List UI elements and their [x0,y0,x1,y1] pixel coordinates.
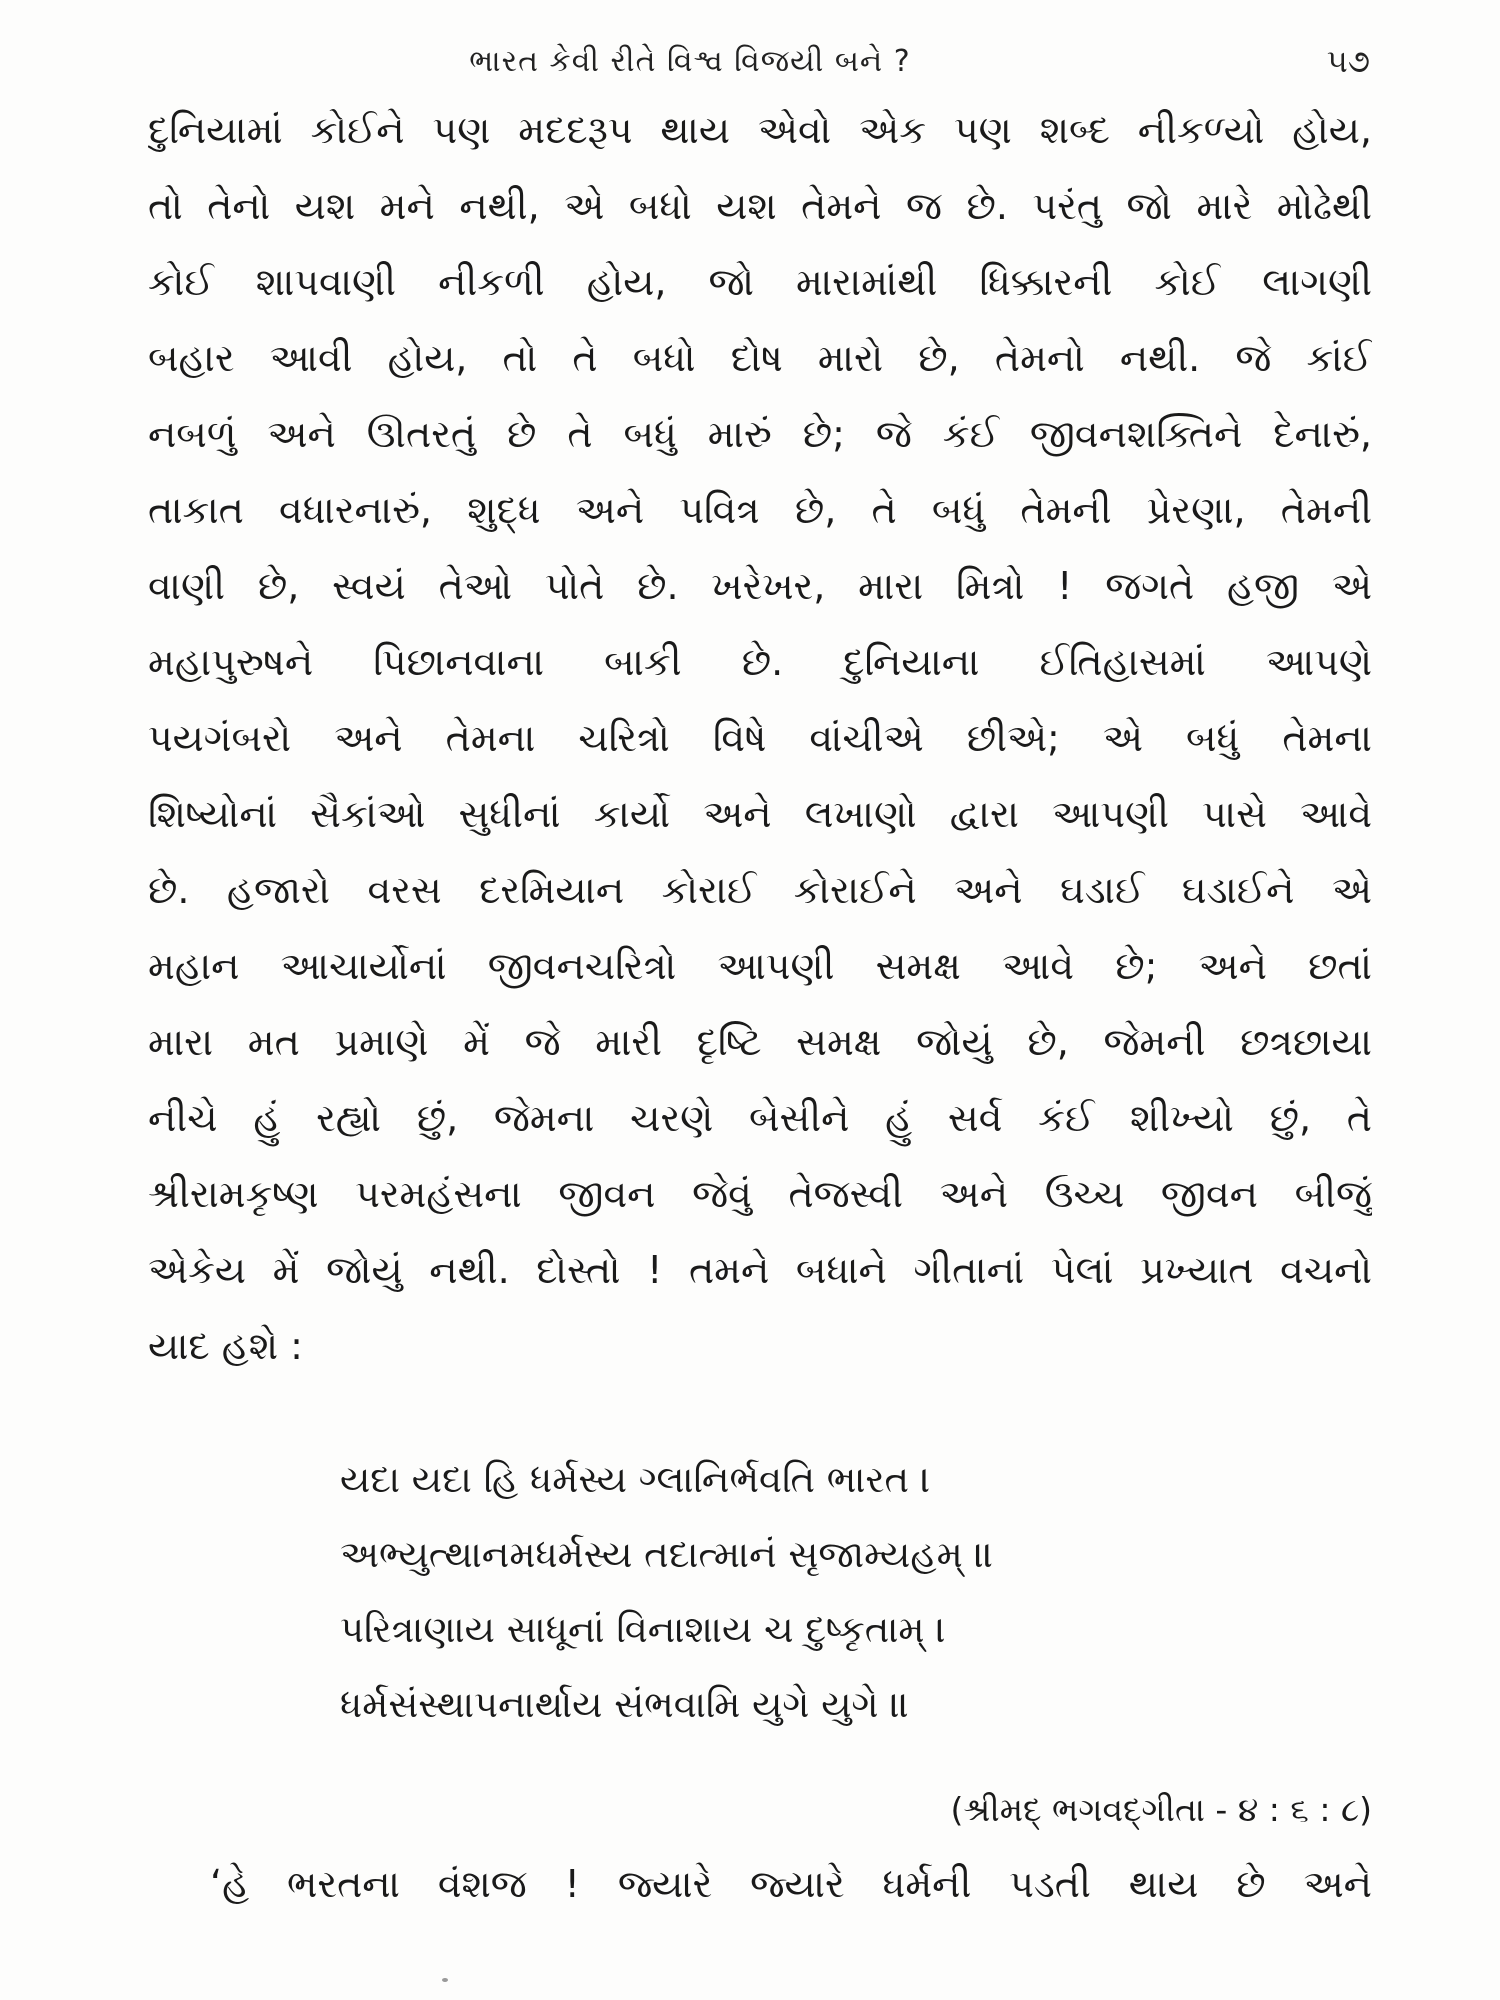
verse-line: ધર્મસંસ્થાપનાર્થાય સંભવામિ યુગે યુગે ॥ [340,1683,910,1726]
text-line: પયગંબરો અને તેમના ચરિત્રો વિષે વાંચીએ છીએ; એ બધું તેમના [148,716,1372,760]
text-line: શિષ્યોનાં સૈકાંઓ સુધીનાં કાર્યો અને લખાણો દ્વારા આપણી પાસે આવે [148,792,1372,836]
verse-line: અભ્યુત્થાનમધર્મસ્ય તદાત્માનં સૃજામ્યહમ્ ॥ [340,1533,995,1576]
text-line: વાણી છે, સ્વયં તેઓ પોતે છે. ખરેખર, મારા મિત્રો ! જગતે હજી એ [148,564,1372,608]
paragraph-main [148,92,1372,1384]
running-title: ભારત કેવી રીતે વિશ્વ વિજયી બને ? [469,44,911,79]
text-line: ‘હે ભરતના વંશજ ! જ્યારે જ્યારે ધર્મની પડતી થાય છે અને [210,1862,1372,1906]
running-header [150,42,1370,92]
verse-line: પરિત્રાણાય સાધૂનાં વિનાશાય ચ દુષ્કૃતામ્ । [340,1608,947,1651]
text-line: કોઈ શાપવાણી નીકળી હોય, જો મારામાંથી ધિક્કારની કોઈ લાગણી [148,260,1372,304]
text-line: તો તેનો યશ મને નથી, એ બધો યશ તેમને જ છે. પરંતુ જો મારે મોઢેથી [148,184,1372,228]
gita-verse [340,1442,1180,1742]
text-line: તાકાત વધારનારું, શુદ્ધ અને પવિત્ર છે, તે બધું તેમની પ્રેરણા, તેમની [148,488,1372,532]
text-line: નબળું અને ઊતરતું છે તે બધું મારું છે; જે કંઈ જીવનશક્તિને દેનારું, [148,412,1372,456]
text-line: મહાપુરુષને પિછાનવાના બાકી છે. દુનિયાના ઈતિહાસમાં આપણે [148,640,1372,684]
text-line: છે. હજારો વરસ દરમિયાન કોરાઈ કોરાઈને અને ઘડાઈ ઘડાઈને એ [148,868,1372,912]
text-line: શ્રીરામકૃષ્ણ પરમહંસના જીવન જેવું તેજસ્વી અને ઉચ્ચ જીવન બીજું [148,1172,1372,1216]
verse-citation: (શ્રીમદ્ ભગવદ્ગીતા - ૪ : ૬ : ૮) [950,1790,1372,1829]
text-line: મહાન આચાર્યોનાં જીવનચરિત્રો આપણી સમક્ષ આવે છે; અને છતાં [148,944,1372,988]
verse-line: યદા યદા હિ ધર્મસ્ય ગ્લાનિર્ભવતિ ભારત । [340,1458,931,1501]
text-line: બહાર આવી હોય, તો તે બધો દોષ મારો છે, તેમનો નથી. જે કાંઈ [148,336,1372,380]
text-line: એકેય મેં જોયું નથી. દોસ્તો ! તમને બધાને ગીતાનાં પેલાં પ્રખ્યાત વચનો [148,1248,1372,1292]
text-line: યાદ હશે : [148,1324,303,1368]
text-line: દુનિયામાં કોઈને પણ મદદરૂપ થાય એવો એક પણ શબ્દ નીકળ્યો હોય, [148,108,1372,152]
text-line: નીચે હું રહ્યો છું, જેમના ચરણે બેસીને હું સર્વ કંઈ શીખ્યો છું, તે [148,1096,1372,1140]
text-line: મારા મત પ્રમાણે મેં જે મારી દૃષ્ટિ સમક્ષ જોયું છે, જેમની છત્રછાયા [148,1020,1372,1064]
page-number: ૫૭ [1326,42,1370,80]
print-speck [442,1978,448,1982]
paragraph-continued [210,1846,1372,1922]
